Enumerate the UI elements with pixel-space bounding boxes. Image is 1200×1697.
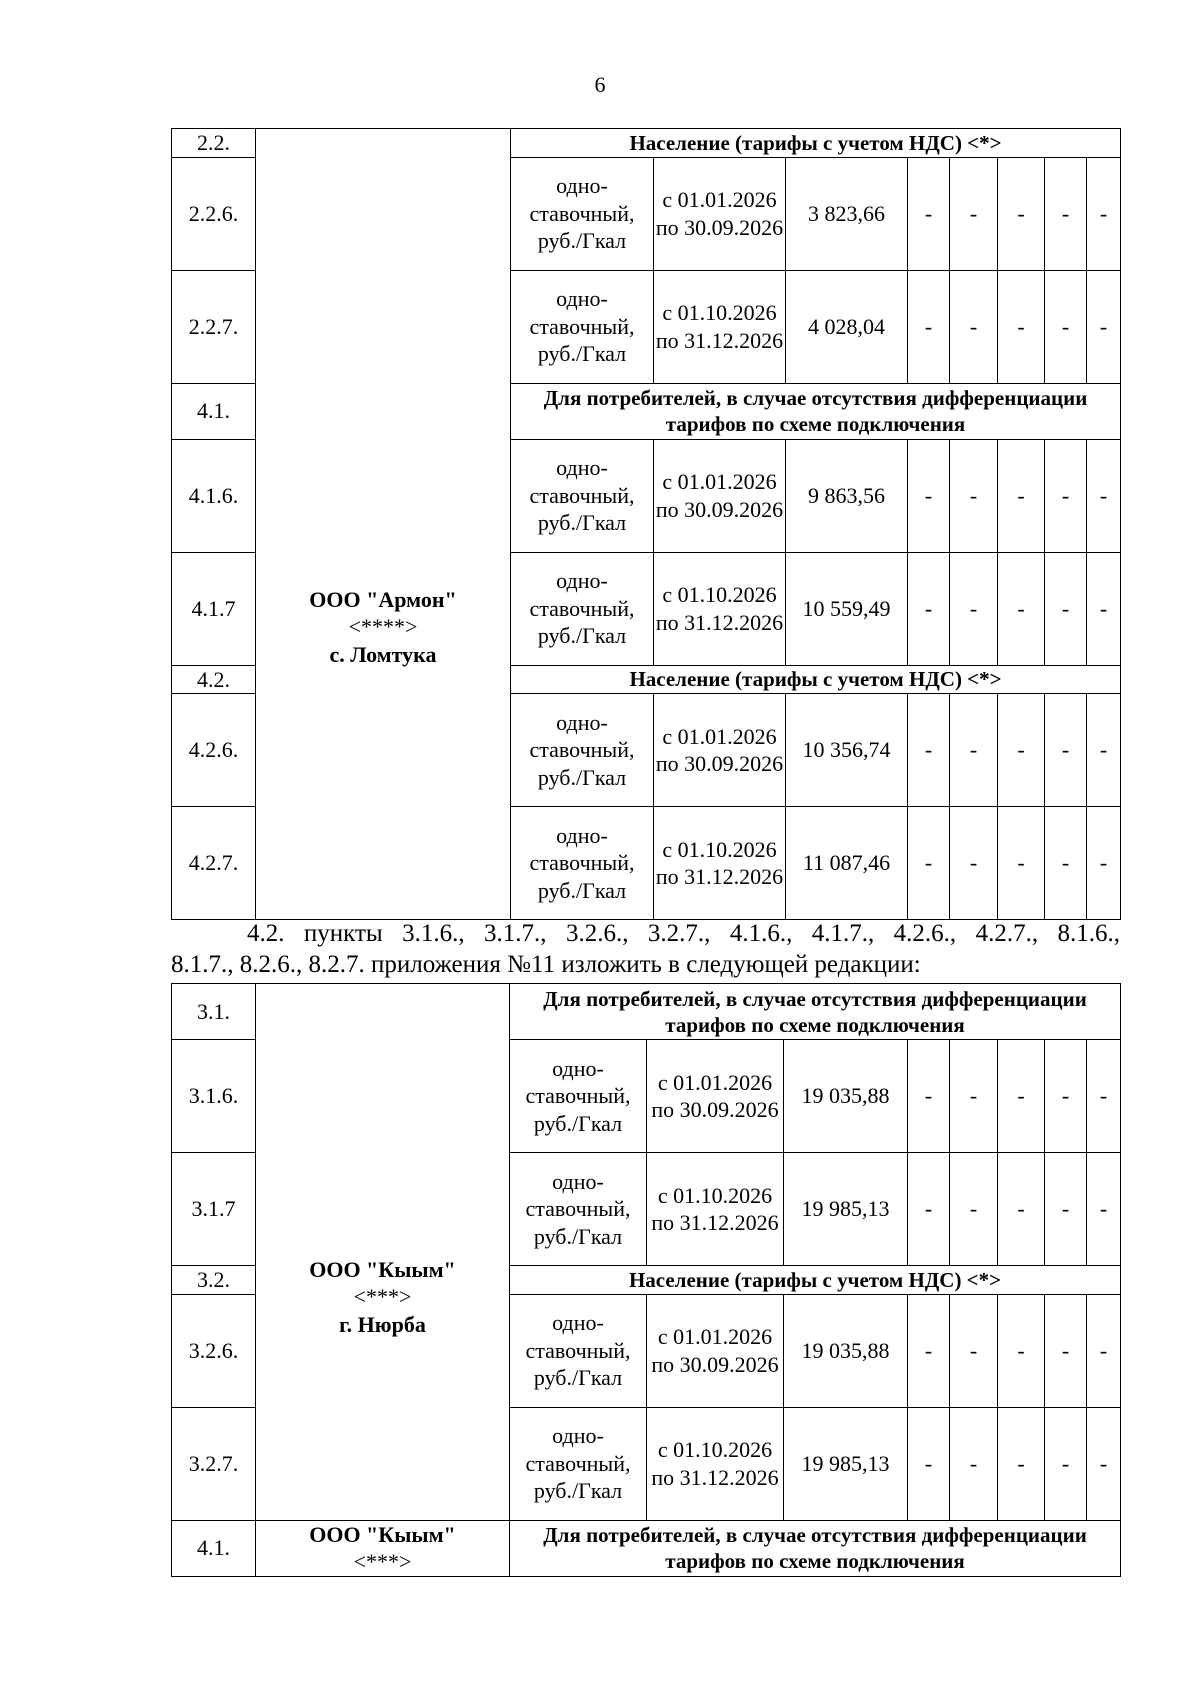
row-number: 2.2.7. [172, 270, 256, 383]
dash-cell: - [998, 552, 1045, 665]
organization-name: ООО "Армон" [309, 586, 457, 612]
row-number: 3.2.6. [172, 1294, 256, 1407]
dash-cell: - [1045, 807, 1087, 920]
row-number: 3.1.7 [172, 1153, 256, 1266]
dash-cell: - [1087, 1153, 1121, 1266]
period: с 01.01.2026 по 30.09.2026 [654, 157, 786, 270]
tariff-value: 4 028,04 [786, 270, 908, 383]
tariff-value: 19 035,88 [784, 1040, 908, 1153]
section-header: Население (тарифы с учетом НДС) <*> [511, 665, 1121, 694]
section-header: Население (тарифы с учетом НДС) <*> [511, 129, 1121, 158]
dash-cell: - [950, 807, 998, 920]
rate-kind: одно-ставочный, руб./Гкал [510, 1294, 647, 1407]
period: с 01.10.2026 по 31.12.2026 [647, 1407, 784, 1520]
dash-cell: - [998, 1407, 1045, 1520]
dash-cell: - [908, 552, 950, 665]
dash-cell: - [908, 439, 950, 552]
section-header: Для потребителей, в случае отсутствия дифференциации тарифов по схеме подключения [511, 383, 1121, 439]
dash-cell: - [1045, 157, 1087, 270]
organization-cell [256, 984, 510, 1521]
dash-cell: - [908, 270, 950, 383]
dash-cell: - [908, 1407, 950, 1520]
tariff-table-armon [171, 128, 1120, 920]
dash-cell: - [998, 807, 1045, 920]
organization-cell [256, 129, 511, 920]
rate-kind: одно-ставочный, руб./Гкал [511, 270, 654, 383]
tariff-value: 19 985,13 [784, 1407, 908, 1520]
dash-cell: - [998, 270, 1045, 383]
dash-cell: - [1045, 1294, 1087, 1407]
dash-cell: - [908, 1040, 950, 1153]
dash-cell: - [998, 439, 1045, 552]
row-number: 3.1. [172, 984, 256, 1040]
dash-cell: - [950, 1294, 998, 1407]
rate-kind: одно-ставочный, руб./Гкал [511, 694, 654, 807]
rate-kind: одно-ставочный, руб./Гкал [511, 439, 654, 552]
row-number: 4.2. [172, 665, 256, 694]
row-number: 4.1. [172, 383, 256, 439]
dash-cell: - [950, 1153, 998, 1266]
row-number: 3.2.7. [172, 1407, 256, 1520]
organization-mark: <***> [353, 1549, 412, 1574]
period: с 01.10.2026 по 31.12.2026 [654, 807, 786, 920]
period: с 01.10.2026 по 31.12.2026 [647, 1153, 784, 1266]
section-header: Для потребителей, в случае отсутствия дифференциации тарифов по схеме подключения [510, 984, 1121, 1040]
organization-place: с. Ломтука [329, 641, 437, 667]
tariff-value: 3 823,66 [786, 157, 908, 270]
dash-cell: - [950, 1407, 998, 1520]
section-header: Для потребителей, в случае отсутствия дифференциации тарифов по схеме подключения [510, 1520, 1121, 1576]
period: с 01.01.2026 по 30.09.2026 [647, 1294, 784, 1407]
period: с 01.10.2026 по 31.12.2026 [654, 552, 786, 665]
organization-mark: <***> [353, 1284, 412, 1309]
rate-kind: одно-ставочный, руб./Гкал [510, 1040, 647, 1153]
dash-cell: - [998, 1153, 1045, 1266]
tariff-value: 19 985,13 [784, 1153, 908, 1266]
amendment-paragraph [171, 918, 1120, 980]
dash-cell: - [998, 157, 1045, 270]
rate-kind: одно-ставочный, руб./Гкал [511, 552, 654, 665]
organization-cell [256, 1520, 510, 1576]
dash-cell: - [1045, 1040, 1087, 1153]
dash-cell: - [1087, 1040, 1121, 1153]
dash-cell: - [1087, 807, 1121, 920]
row-number: 4.1.7 [172, 552, 256, 665]
row-number: 2.2.6. [172, 157, 256, 270]
tariff-value: 9 863,56 [786, 439, 908, 552]
rate-kind: одно-ставочный, руб./Гкал [511, 157, 654, 270]
dash-cell: - [908, 1294, 950, 1407]
rate-kind: одно-ставочный, руб./Гкал [510, 1407, 647, 1520]
dash-cell: - [998, 1040, 1045, 1153]
organization-mark: <****> [348, 614, 418, 640]
dash-cell: - [1045, 694, 1087, 807]
period: с 01.01.2026 по 30.09.2026 [654, 439, 786, 552]
period: с 01.10.2026 по 31.12.2026 [654, 270, 786, 383]
dash-cell: - [950, 157, 998, 270]
row-number: 2.2. [172, 129, 256, 158]
dash-cell: - [950, 694, 998, 807]
dash-cell: - [998, 1294, 1045, 1407]
organization-place: г. Нюрба [339, 1311, 426, 1337]
paragraph-line: 8.1.7., 8.2.6., 8.2.7. приложения №11 изложить в следующей редакции: [171, 951, 921, 978]
tariff-value: 19 035,88 [784, 1294, 908, 1407]
tariff-value: 11 087,46 [786, 807, 908, 920]
dash-cell: - [1087, 157, 1121, 270]
section-header: Население (тарифы с учетом НДС) <*> [510, 1266, 1121, 1295]
row-number: 4.1.6. [172, 439, 256, 552]
dash-cell: - [908, 157, 950, 270]
dash-cell: - [1087, 1294, 1121, 1407]
dash-cell: - [950, 270, 998, 383]
row-number: 3.2. [172, 1266, 256, 1295]
period: с 01.01.2026 по 30.09.2026 [647, 1040, 784, 1153]
tariff-table-kyym [171, 983, 1120, 1577]
tariff-value: 10 559,49 [786, 552, 908, 665]
dash-cell: - [950, 439, 998, 552]
dash-cell: - [1045, 270, 1087, 383]
dash-cell: - [1087, 270, 1121, 383]
period: с 01.01.2026 по 30.09.2026 [654, 694, 786, 807]
dash-cell: - [1087, 1407, 1121, 1520]
dash-cell: - [1045, 1407, 1087, 1520]
row-number: 4.1. [172, 1520, 256, 1576]
rate-kind: одно-ставочный, руб./Гкал [511, 807, 654, 920]
dash-cell: - [908, 1153, 950, 1266]
tariff-value: 10 356,74 [786, 694, 908, 807]
paragraph-line: 4.2. пункты 3.1.6., 3.1.7., 3.2.6., 3.2.7., 4.1.6., 4.1.7., 4.2.6., 4.2.7., 8.1.6., [247, 920, 1120, 947]
rate-kind: одно-ставочный, руб./Гкал [510, 1153, 647, 1266]
row-number: 4.2.6. [172, 694, 256, 807]
row-number: 3.1.6. [172, 1040, 256, 1153]
dash-cell: - [1087, 439, 1121, 552]
dash-cell: - [950, 552, 998, 665]
dash-cell: - [1045, 552, 1087, 665]
dash-cell: - [908, 694, 950, 807]
dash-cell: - [998, 694, 1045, 807]
dash-cell: - [1087, 694, 1121, 807]
dash-cell: - [1045, 1153, 1087, 1266]
organization-name: ООО "Кыым" [309, 1521, 456, 1547]
dash-cell: - [1087, 552, 1121, 665]
dash-cell: - [1045, 439, 1087, 552]
organization-name: ООО "Кыым" [309, 1256, 456, 1282]
row-number: 4.2.7. [172, 807, 256, 920]
dash-cell: - [950, 1040, 998, 1153]
page-number: 6 [594, 72, 606, 97]
dash-cell: - [908, 807, 950, 920]
